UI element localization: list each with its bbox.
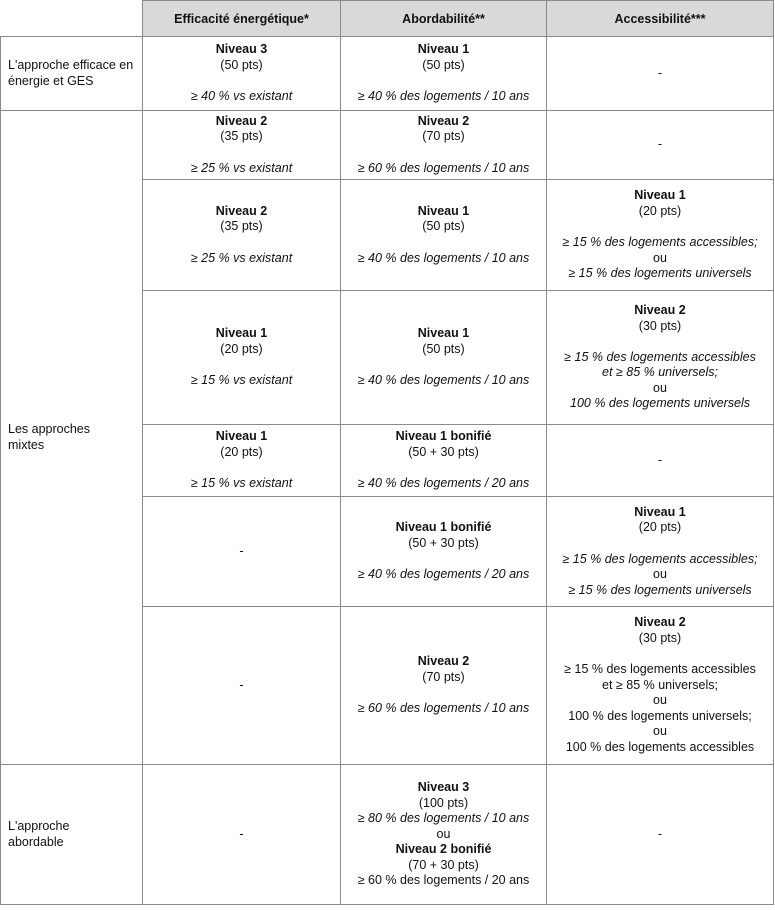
cell-accessibilite: - bbox=[547, 765, 774, 905]
header-empty-cell bbox=[1, 1, 143, 37]
cell-abordabilite: Niveau 1 (50 pts) ≥ 40 % des logements / 10 ans bbox=[341, 291, 547, 425]
cell-abordabilite: Niveau 1 bonifié (50 + 30 pts) ≥ 40 % des logements / 20 ans bbox=[341, 497, 547, 607]
header-efficacite: Efficacité énergétique* bbox=[143, 1, 341, 37]
header-row bbox=[1, 1, 774, 37]
cell-accessibilite: Niveau 1 (20 pts) ≥ 15 % des logements accessibles; ou ≥ 15 % des logements universels bbox=[547, 180, 774, 291]
group-label-abordable: L'approche abordable bbox=[1, 765, 143, 905]
group-label-efficace: L'approche efficace en énergie et GES bbox=[1, 37, 143, 111]
cell-accessibilite: - bbox=[547, 37, 774, 111]
cell-efficacite: Niveau 1 (20 pts) ≥ 15 % vs existant bbox=[143, 425, 341, 497]
cell-abordabilite: Niveau 2 (70 pts) ≥ 60 % des logements / 10 ans bbox=[341, 111, 547, 180]
header-accessibilite: Accessibilité*** bbox=[547, 1, 774, 37]
cell-accessibilite: - bbox=[547, 425, 774, 497]
cell-accessibilite: Niveau 2 (30 pts) ≥ 15 % des logements accessibles et ≥ 85 % universels; ou 100 % des logements universels bbox=[547, 291, 774, 425]
cell-efficacite: - bbox=[143, 765, 341, 905]
cell-abordabilite: Niveau 1 (50 pts) ≥ 40 % des logements / 10 ans bbox=[341, 37, 547, 111]
cell-efficacite: Niveau 2 (35 pts) ≥ 25 % vs existant bbox=[143, 180, 341, 291]
cell-accessibilite: Niveau 2 (30 pts) ≥ 15 % des logements accessibles et ≥ 85 % universels; ou 100 % des logements universels; ou 100 % des logements accessibles bbox=[547, 607, 774, 765]
cell-efficacite: Niveau 1 (20 pts) ≥ 15 % vs existant bbox=[143, 291, 341, 425]
header-abordabilite: Abordabilité** bbox=[341, 1, 547, 37]
cell-accessibilite: - bbox=[547, 111, 774, 180]
table-row bbox=[1, 111, 774, 180]
cell-abordabilite: Niveau 3 (100 pts) ≥ 80 % des logements / 10 ans ou Niveau 2 bonifié (70 + 30 pts) ≥ 60 % des logements / 20 ans bbox=[341, 765, 547, 905]
cell-efficacite: - bbox=[143, 497, 341, 607]
cell-abordabilite: Niveau 1 bonifié (50 + 30 pts) ≥ 40 % des logements / 20 ans bbox=[341, 425, 547, 497]
cell-accessibilite: Niveau 1 (20 pts) ≥ 15 % des logements accessibles; ou ≥ 15 % des logements universels bbox=[547, 497, 774, 607]
table-row bbox=[1, 37, 774, 111]
cell-abordabilite: Niveau 1 (50 pts) ≥ 40 % des logements / 10 ans bbox=[341, 180, 547, 291]
cell-abordabilite: Niveau 2 (70 pts) ≥ 60 % des logements / 10 ans bbox=[341, 607, 547, 765]
group-label-mixtes: Les approches mixtes bbox=[1, 111, 143, 765]
table-row bbox=[1, 765, 774, 905]
cell-efficacite: Niveau 3 (50 pts) ≥ 40 % vs existant bbox=[143, 37, 341, 111]
cell-efficacite: Niveau 2 (35 pts) ≥ 25 % vs existant bbox=[143, 111, 341, 180]
cell-efficacite: - bbox=[143, 607, 341, 765]
